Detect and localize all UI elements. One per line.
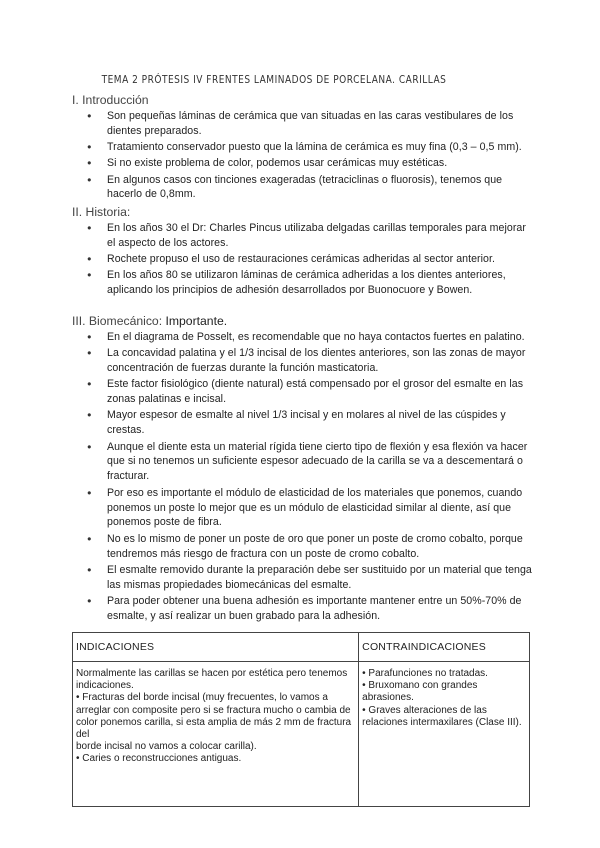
section-spacer [72,299,532,313]
contraindicaciones-header: CONTRAINDICACIONES [359,633,530,662]
document-body [72,92,532,625]
indicaciones-header: INDICACIONES [73,633,359,662]
list-item: ● La concavidad palatina y el 1/3 incisal de los dientes anteriores, son las zonas de mayor concentración de fuerzas durante la función masticatoria. [107,346,532,376]
section-heading: III. Biomecánico: Importante. [72,314,228,329]
table-header-row [73,633,530,662]
section-subheading: Importante. [165,314,228,329]
section-heading: II. Historia: [72,204,131,219]
list-item: ● Por eso es importante el módulo de elasticidad de los materiales que ponemos, cuando ponemos un poste lo mejor que es un módulo de elasticidad similar al diente, así que ponemos poste de fibra. [107,486,532,531]
cell-text: • Parafunciones no tratadas. [362,668,488,679]
indications-table [72,632,530,807]
list-item: ● Rochete propuso el uso de restauraciones cerámicas adheridas al sector anterior. [107,252,532,267]
table-row [73,662,530,807]
list-item: ● En los años 80 se utilizaron láminas de cerámica adheridas a los dientes anteriores, aplicando los principios de adhesión desarrollados por Buonocuore y Bowen. [107,268,532,298]
list-item: ● Este factor fisiológico (diente natural) está compensado por el grosor del esmalte en las zonas palatinas e incisal. [107,377,532,407]
list-item: ● Mayor espesor de esmalte al nivel 1/3 incisal y en molares al nivel de las cúspides y crestas. [107,408,532,438]
list-item: ● Para poder obtener una buena adhesión es importante mantener entre un 50%-70% de esmalte, y así realizar un buen grabado para la adhesión. [107,594,532,624]
cell-text: borde incisal no vamos a colocar carilla). [76,741,257,753]
list-item: ● En los años 30 el Dr: Charles Pincus utilizaba delgadas carillas temporales para mejorar el aspecto de los actores. [107,221,532,251]
bullet-list [72,109,532,202]
bullet-list [72,221,532,298]
cell-text: • Caries o reconstrucciones antiguas. [76,753,242,765]
section-historia [72,204,532,298]
list-item: ● En algunos casos con tinciones exageradas (tetraciclinas o fluorosis), tenemos que hacerlo de 0,8mm. [107,173,532,203]
list-item: ● El esmalte removido durante la preparación debe ser sustituido por un material que tenga las mismas propiedades biomecánicas del esmalte. [107,563,532,593]
section-heading: I. Introducción [72,93,149,107]
list-item: ● Si no existe problema de color, podemos usar cerámicas muy estéticas. [107,156,532,171]
list-item: ● Tratamiento conservador puesto que la lámina de cerámica es muy fina (0,3 – 0,5 mm). [107,140,532,155]
document-title: TEMA 2 PRÓTESIS IV FRENTES LAMINADOS DE PORCELANA. CARILLAS [101,73,447,86]
section-introduccion [72,92,532,202]
indicaciones-cell [73,662,359,807]
list-item: ● Son pequeñas láminas de cerámica que van situadas en las caras vestibulares de los dientes preparados. [107,109,532,139]
list-item: ● No es lo mismo de poner un poste de oro que poner un poste de cromo cobalto, porque tendremos más riesgo de fractura con un poste de cromo cobalto. [107,532,532,562]
section-biomecanico [72,313,532,624]
cell-text: • Fracturas del borde incisal (muy frecuentes, lo vamos a arreglar con composite pero si se fractura mucho o cambia de color ponemos carilla, si esta amplia de más 2 mm de fractura del [76,692,352,741]
list-item: ● Aunque el diente esta un material rígida tiene cierto tipo de flexión y esa flexión va hacer que si no tenemos un suficiente espesor adecuado de la carilla se va a descementará o fracturar. [107,440,532,485]
cell-text: Normalmente las carillas se hacen por estética pero tenemos indicaciones. [76,668,348,692]
list-item: ● En el diagrama de Posselt, es recomendable que no haya contactos fuertes en palatino. [107,330,532,345]
bullet-list [72,330,532,624]
contraindicaciones-cell [359,662,530,807]
cell-text: • Graves alteraciones de las relaciones intermaxilares (Clase III). [362,704,522,728]
cell-text: • Bruxomano con grandes abrasiones. [362,680,478,704]
